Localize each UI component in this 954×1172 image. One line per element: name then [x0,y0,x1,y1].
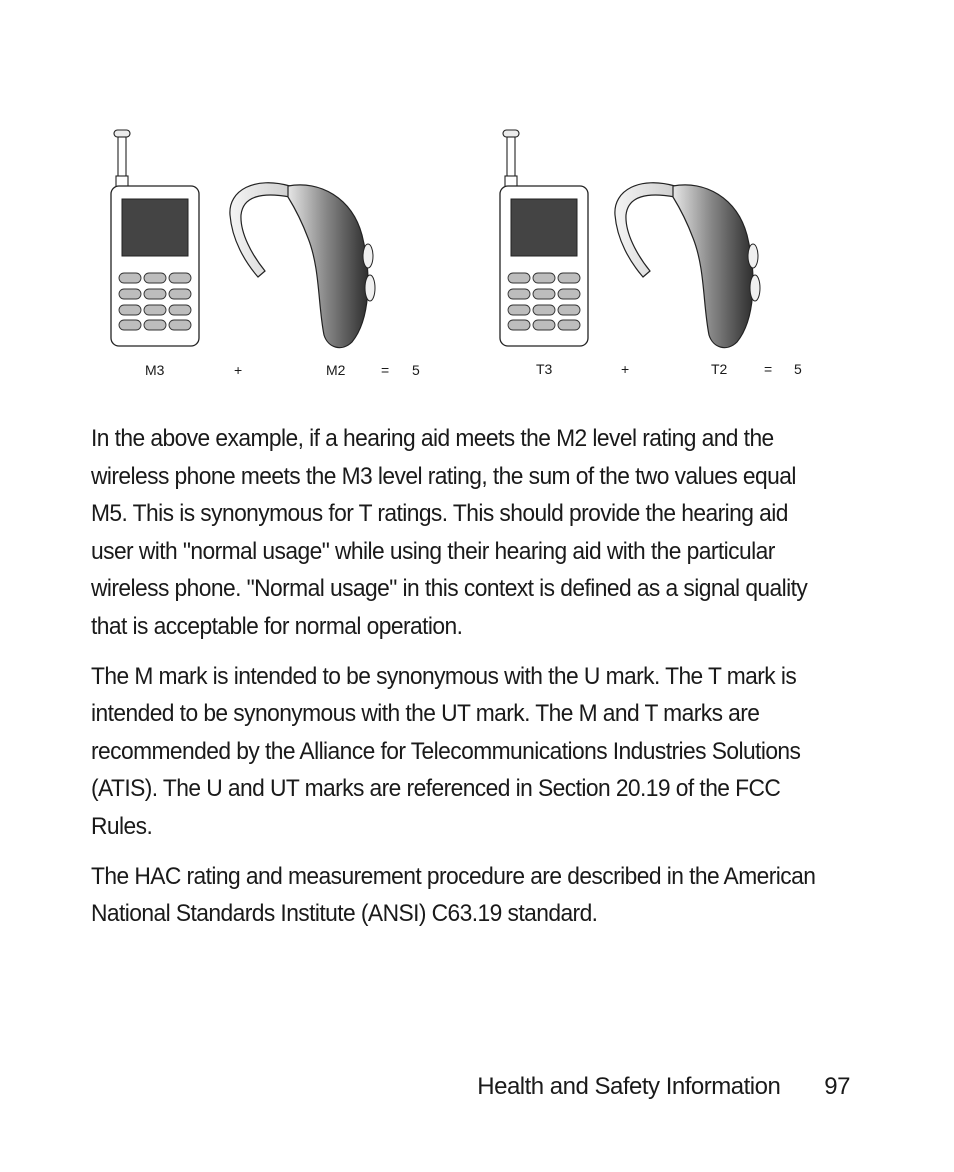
hac-rating-figure [0,0,954,400]
sum-result: 5 [412,362,420,378]
body-text [91,420,832,945]
phone-rating-label: M3 [145,362,165,378]
paragraph: The HAC rating and measurement procedure are described in the American National Standards Institute (ANSI) C63.19 standard. [91,862,816,928]
phone-illustration-m3 [111,130,199,346]
plus-sign: + [621,361,630,377]
footer-section-title: Health and Safety Information [477,1073,781,1100]
hearing-aid-illustration-m2 [230,183,375,348]
equals-sign: = [764,361,773,377]
page-number: 97 [824,1073,850,1100]
page-footer [477,1073,850,1101]
equals-sign: = [381,362,390,378]
paragraph: In the above example, if a hearing aid meets the M2 level rating and the wireless phone meets the M3 level rating, the sum of the two values equal M5. This is synonymous for T ratings. This should provide the hearing aid user with "normal usage" while using their hearing aid with the particular wireless phone. "Normal usage" in this context is defined as a signal quality that is acceptable for normal operation. [91,425,808,640]
aid-rating-label: M2 [326,362,346,378]
phone-rating-label: T3 [536,361,553,377]
paragraph: The M mark is intended to be synonymous with the U mark. The T mark is intended to be synonymous with the UT mark. The M and T marks are recommended by the Alliance for Telecommunications Industries Solutions (ATIS). The U and UT marks are referenced in Section 20.19 of the FCC Rules. [91,662,801,840]
hearing-aid-illustration-t2 [615,183,760,348]
plus-sign: + [234,362,243,378]
sum-result: 5 [794,361,802,377]
phone-illustration-t3 [500,130,588,346]
aid-rating-label: T2 [711,361,728,377]
